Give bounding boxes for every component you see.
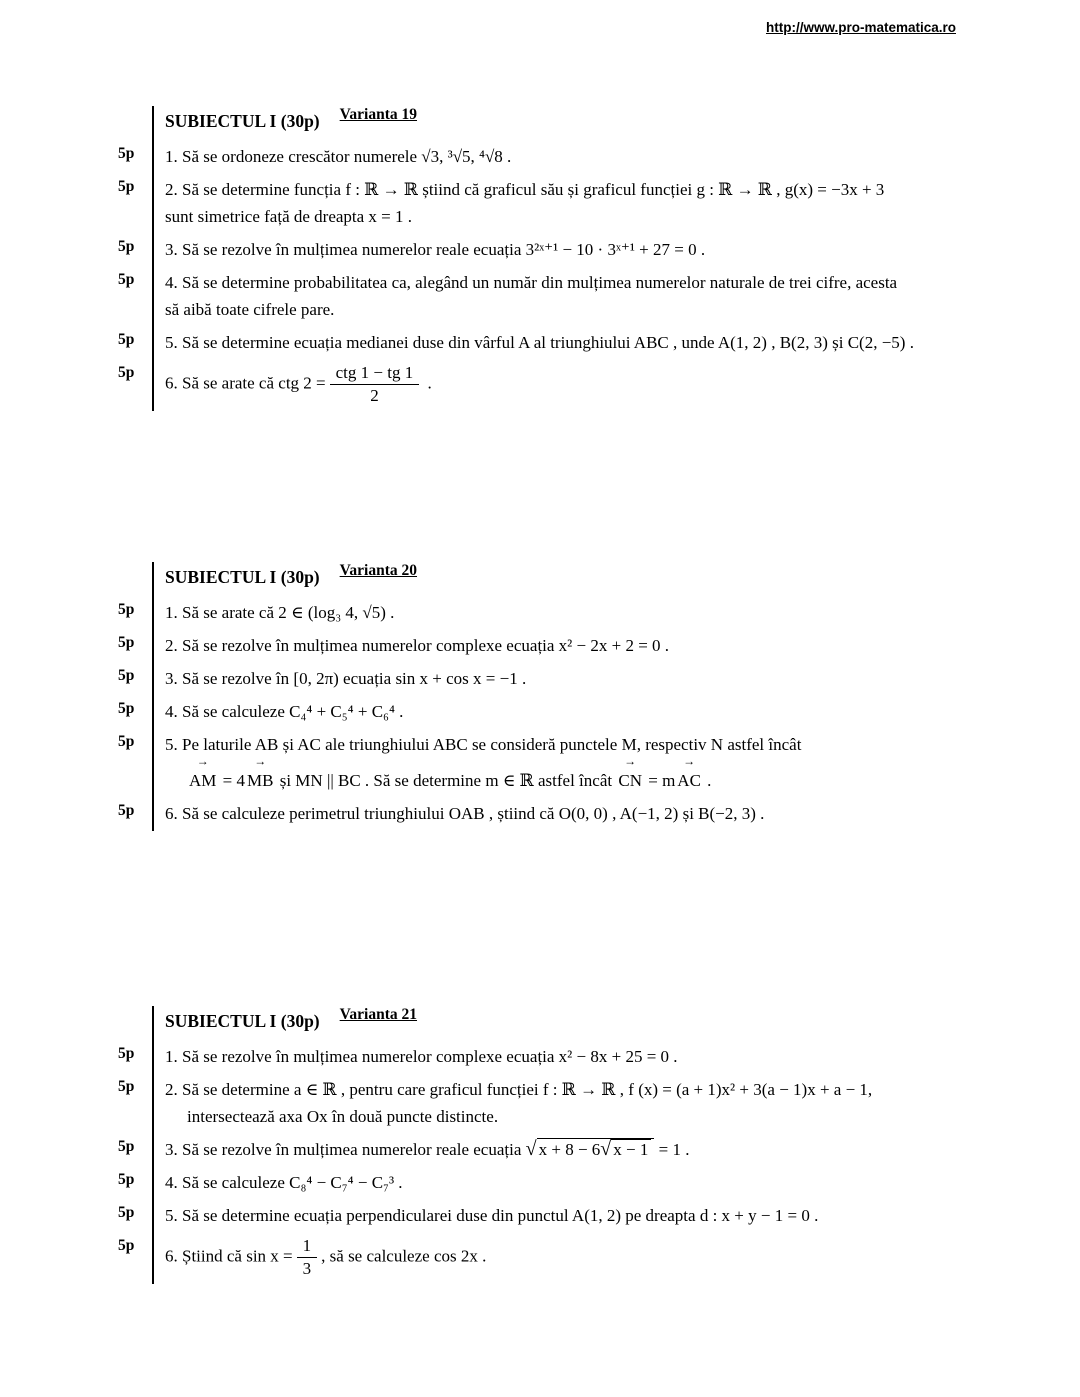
problem-line [165,296,1022,323]
problem-content [152,234,1022,267]
points-label: 5p [118,145,135,162]
problem-row [118,234,1022,267]
site-url-link[interactable]: http://www.pro-matematica.ro [765,20,956,35]
points-column-spacer [118,106,152,141]
problem-text: 2. Să se rezolve în mulțimea numerelor complexe ecuația x² − 2x + 2 = 0 . [165,636,670,655]
problem-line [165,1043,1022,1070]
points-label: 5p [118,1204,135,1221]
radical-inner [600,1139,651,1160]
problem-line [165,203,1022,230]
problem-content [152,1200,1022,1233]
problem-row [118,1041,1022,1074]
problem-line [165,754,1022,794]
problem-row [118,1134,1022,1167]
points-label: 5p [118,1078,135,1095]
problem-row [118,141,1022,174]
problem-row [118,1074,1022,1134]
problem-line [165,329,1022,356]
problem-line [165,143,1022,170]
section-title: SUBIECTUL I (30p) [165,111,320,131]
section-header-row [118,1006,1022,1041]
problem-row [118,327,1022,360]
problem-line [165,1235,1022,1280]
fraction-denominator: 2 [330,384,420,407]
fraction-numerator: 1 [302,1236,312,1255]
problem-text: = 4 [218,771,245,790]
problem-line [165,1076,1022,1103]
points-label: 5p [118,601,135,618]
problem-row [118,1167,1022,1200]
section-title: SUBIECTUL I (30p) [165,567,320,587]
problem-line [165,1136,1022,1163]
section-varianta-20 [118,562,1022,831]
vector-name: CN [618,771,642,790]
vector-arrow-icon: → [683,754,696,768]
radical-sign: √ [525,1138,537,1160]
problem-row [118,267,1022,327]
problem-row [118,360,1022,411]
radicand [611,1139,651,1160]
problem-text: 2. Să se determine funcția f : ℝ → ℝ știind că graficul său și graficul funcției g : ℝ → ℝ , g(x) = −3x + 3 [165,180,885,199]
points-label: 5p [118,1138,135,1155]
problem-content [152,1233,1022,1284]
problem-text: . [702,771,712,790]
section-header-row [118,562,1022,597]
problem-row [118,729,1022,798]
vector [189,754,217,794]
problem-line [165,1202,1022,1229]
problem-text: 5. Să se determine ecuația perpendicularei duse din punctul A(1, 2) pe dreapta d : x + y − 1 = 0 . [165,1206,819,1225]
points-column-spacer [118,1006,152,1041]
problem-text: 1. Să se arate că 2 ∈ (log₃ 4, √5) . [165,603,395,622]
section-title: SUBIECTUL I (30p) [165,1011,320,1031]
problem-line [165,800,1022,827]
vector-name: AM [189,771,217,790]
problem-text: = m [643,771,676,790]
radical-sign: √ [600,1138,612,1160]
problem-content [152,729,1022,798]
problem-line [165,632,1022,659]
fraction-denominator: 3 [297,1257,318,1280]
problem-line [165,1103,1022,1130]
fraction [330,362,420,407]
problem-content [152,1167,1022,1200]
section-varianta-21 [118,1006,1022,1284]
variant-label: Varianta 20 [339,562,418,579]
points-column-spacer [118,562,152,597]
problem-text: sunt simetrice față de dreapta x = 1 . [165,207,413,226]
problem-content [152,267,1022,327]
points-label: 5p [118,331,135,348]
problem-text: 6. Știind că sin x = [165,1246,293,1266]
points-label: 5p [118,238,135,255]
problem-line [165,698,1022,725]
points-label: 5p [118,667,135,684]
vector [618,754,642,794]
points-label: 5p [118,634,135,651]
problem-text: 4. Să se calculeze C₄⁴ + C₅⁴ + C₆⁴ . [165,702,404,721]
problem-text: 4. Să se calculeze C₈⁴ − C₇⁴ − C₇³ . [165,1173,403,1192]
problem-content [152,663,1022,696]
problem-text: intersectează axa Ox în două puncte distincte. [187,1107,499,1126]
problem-text: 3. Să se rezolve în mulțimea numerelor reale ecuația [165,1140,526,1159]
points-label: 5p [118,178,135,195]
problem-content [152,630,1022,663]
variant-label: Varianta 19 [339,106,418,123]
points-label: 5p [118,700,135,717]
problem-content [152,696,1022,729]
problem-row [118,663,1022,696]
problem-content [152,798,1022,831]
vector-arrow-icon: → [254,754,267,768]
problem-line [165,176,1022,203]
section-header-content [152,106,1022,141]
fraction-numerator: ctg 1 − tg 1 [335,363,414,382]
problem-text: . [423,373,432,393]
points-label: 5p [118,733,135,750]
section-varianta-19 [118,106,1022,411]
points-label: 5p [118,1171,135,1188]
vector [247,754,274,794]
problem-content [152,174,1022,234]
radicand [537,1138,655,1160]
problem-row [118,630,1022,663]
problem-content [152,360,1022,411]
problem-line [165,362,1022,407]
radicand-text: x + 8 − 6 [538,1140,601,1159]
problem-row [118,798,1022,831]
problem-line [165,1169,1022,1196]
problem-text: 4. Să se determine probabilitatea ca, alegând un număr din mulțimea numerelor naturale de trei cifre, acesta [165,273,898,292]
variant-label: Varianta 21 [339,1006,418,1023]
points-label: 5p [118,364,135,381]
radicand-text: x − 1 [613,1140,649,1159]
problem-row [118,1200,1022,1233]
problem-content [152,1074,1022,1134]
problem-line [165,665,1022,692]
radical [526,1136,655,1163]
problem-line [165,731,1022,758]
problem-text: 6. Să se arate că ctg 2 = [165,373,326,393]
vector-arrow-icon: → [196,754,209,768]
problem-content [152,1134,1022,1167]
section-header-content [152,1006,1022,1041]
problem-content [152,141,1022,174]
problem-row [118,597,1022,630]
problem-text: 5. Să se determine ecuația medianei duse din vârful A al triunghiului ABC , unde A(1, 2) , B(2, 3) și C(2, −5) . [165,333,914,352]
problem-text: și MN || BC . Să se determine m ∈ ℝ astfel încât [275,771,617,790]
problem-text: 6. Să se calculeze perimetrul triunghiului OAB , știind că O(0, 0) , A(−1, 2) și B(−2, 3) . [165,804,765,823]
points-label: 5p [118,1045,135,1062]
section-header-content [152,562,1022,597]
problem-text: 5. Pe laturile AB și AC ale triunghiului ABC se consideră punctele M, respectiv N astfel încât [165,735,802,754]
points-label: 5p [118,271,135,288]
section-header-row [118,106,1022,141]
problem-content [152,327,1022,360]
problem-text: 3. Să se rezolve în mulțimea numerelor reale ecuația 3²ˣ⁺¹ − 10 · 3ˣ⁺¹ + 27 = 0 . [165,240,706,259]
fraction [297,1235,318,1280]
points-label: 5p [118,1237,135,1254]
problem-text: , să se calculeze cos 2x . [321,1246,487,1266]
vector-name: AC [677,771,701,790]
problem-line [165,269,1022,296]
problem-row [118,1233,1022,1284]
vector [677,754,701,794]
problem-text: 2. Să se determine a ∈ ℝ , pentru care graficul funcției f : ℝ → ℝ , f (x) = (a + 1)x² + 3(a − 1)x + a − 1, [165,1080,873,1099]
problem-content [152,1041,1022,1074]
problem-text: 1. Să se ordoneze crescător numerele √3, ³√5, ⁴√8 . [165,147,512,166]
problem-content [152,597,1022,630]
problem-text: să aibă toate cifrele pare. [165,300,335,319]
points-label: 5p [118,802,135,819]
vector-arrow-icon: → [624,754,637,768]
problem-text: 3. Să se rezolve în [0, 2π) ecuația sin x + cos x = −1 . [165,669,527,688]
vector-name: MB [247,771,274,790]
problem-line [165,236,1022,263]
problem-row [118,696,1022,729]
problem-line [165,599,1022,626]
problem-text: = 1 . [654,1140,690,1159]
problem-text: 1. Să se rezolve în mulțimea numerelor complexe ecuația x² − 8x + 25 = 0 . [165,1047,678,1066]
problem-row [118,174,1022,234]
